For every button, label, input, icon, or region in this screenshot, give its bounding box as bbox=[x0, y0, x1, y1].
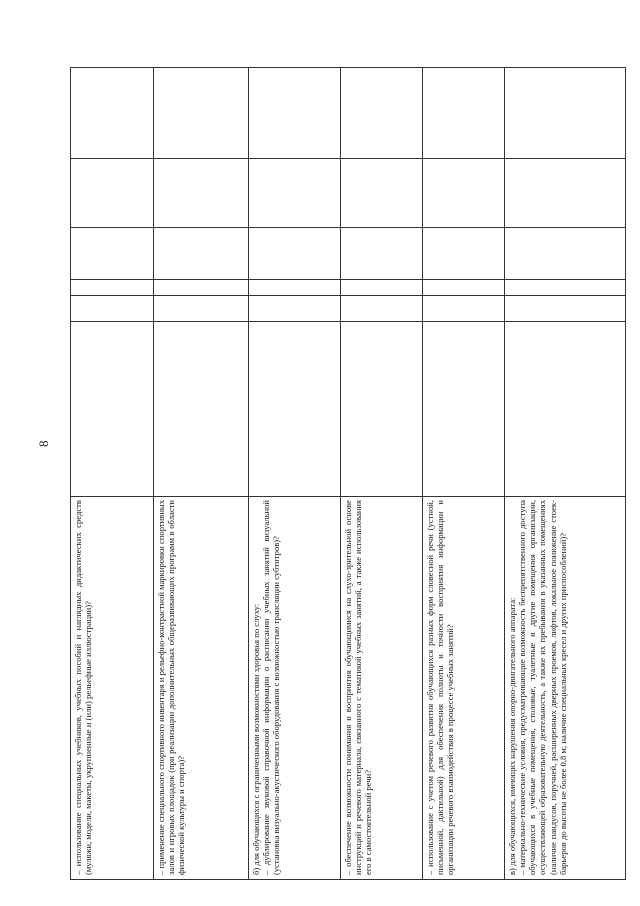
empty-cell bbox=[505, 296, 626, 322]
criterion-cell bbox=[249, 497, 341, 880]
empty-cell bbox=[71, 296, 154, 322]
empty-cell bbox=[423, 322, 505, 497]
criterion-cell bbox=[423, 497, 505, 880]
criterion-text: – дублирование звуковой справочной информации о расписании учебных занятий визуальной (установка визуально-акустического оборудования с возможностью трансляции субтитров)? bbox=[261, 500, 282, 875]
table-row bbox=[154, 68, 249, 880]
empty-cell bbox=[341, 228, 423, 280]
section-heading: в) для обучающихся, имеющих нарушения опорно-двигательного аппарата: bbox=[507, 597, 517, 875]
empty-cell bbox=[154, 296, 249, 322]
criteria-table bbox=[70, 67, 626, 880]
criterion-cell bbox=[505, 497, 626, 880]
criterion-text: – материально-технические условия, предусматривающие возможность беспрепятственного доступа обучающихся в учебные помещения, столовые, туалетные и другие помещения организации, осуществляющей образовательную деятельность, а также их пребывания в указанных помещениях (наличие пандусов, поручней, расширенных дверных проемов, лифтов, локальное понижение стоек-барьеров до высоты не более 0,8 м; наличие специальных кресел и других приспособлений)? bbox=[517, 500, 568, 875]
empty-cell bbox=[341, 68, 423, 159]
empty-cell bbox=[154, 228, 249, 280]
empty-cell bbox=[341, 159, 423, 228]
criterion-text: – обеспечение возможности понимания и восприятия обучающимися на слухо-зрительной основе инструкций и речевого материала, связанного с тематикой учебных занятий, а также использования его в самостоятельной речи? bbox=[343, 500, 374, 875]
empty-cell bbox=[423, 296, 505, 322]
empty-cell bbox=[249, 159, 341, 228]
empty-cell bbox=[71, 159, 154, 228]
empty-cell bbox=[249, 228, 341, 280]
empty-cell bbox=[71, 322, 154, 497]
empty-cell bbox=[505, 159, 626, 228]
section-heading: б) для обучающихся с ограниченными возможностями здоровья по слуху: bbox=[251, 603, 261, 875]
empty-cell bbox=[71, 228, 154, 280]
empty-cell bbox=[505, 68, 626, 159]
empty-cell bbox=[154, 280, 249, 296]
page-number: 8 bbox=[36, 440, 51, 447]
empty-cell bbox=[249, 280, 341, 296]
table-row bbox=[423, 68, 505, 880]
empty-cell bbox=[249, 68, 341, 159]
empty-cell bbox=[154, 322, 249, 497]
criterion-text: – применение специального спортивного инвентаря и рельефно-контрастной маркировки спортивных залов и игровых площадок (при реализации дополнительных общеразвивающих программ в области физической культуры и спорта)? bbox=[156, 500, 187, 875]
empty-cell bbox=[154, 68, 249, 159]
table-row bbox=[505, 68, 626, 880]
empty-cell bbox=[505, 322, 626, 497]
empty-cell bbox=[249, 296, 341, 322]
empty-cell bbox=[423, 228, 505, 280]
empty-cell bbox=[423, 280, 505, 296]
empty-cell bbox=[423, 68, 505, 159]
empty-cell bbox=[71, 280, 154, 296]
empty-cell bbox=[71, 68, 154, 159]
criterion-cell bbox=[154, 497, 249, 880]
rotated-table-wrapper bbox=[70, 68, 625, 880]
empty-cell bbox=[341, 322, 423, 497]
table-row bbox=[71, 68, 154, 880]
criterion-text: – использование с учетом речевого развития обучающихся разных форм словесной речи (устной, письменной, дактильной) для обеспечения полноты и точности восприятия информации и организации речевого взаимодействия в процессе учебных занятий? bbox=[425, 500, 456, 875]
empty-cell bbox=[154, 159, 249, 228]
criterion-text: – использование специальных учебников, учебных пособий и наглядных дидактических средств (муляжи, модели, макеты, укрупненные и (или) рельефные иллюстрации)? bbox=[73, 500, 94, 875]
table-row bbox=[249, 68, 341, 880]
empty-cell bbox=[341, 296, 423, 322]
criterion-cell bbox=[71, 497, 154, 880]
empty-cell bbox=[341, 280, 423, 296]
empty-cell bbox=[423, 159, 505, 228]
criterion-cell bbox=[341, 497, 423, 880]
empty-cell bbox=[505, 228, 626, 280]
empty-cell bbox=[249, 322, 341, 497]
empty-cell bbox=[505, 280, 626, 296]
table-row bbox=[341, 68, 423, 880]
